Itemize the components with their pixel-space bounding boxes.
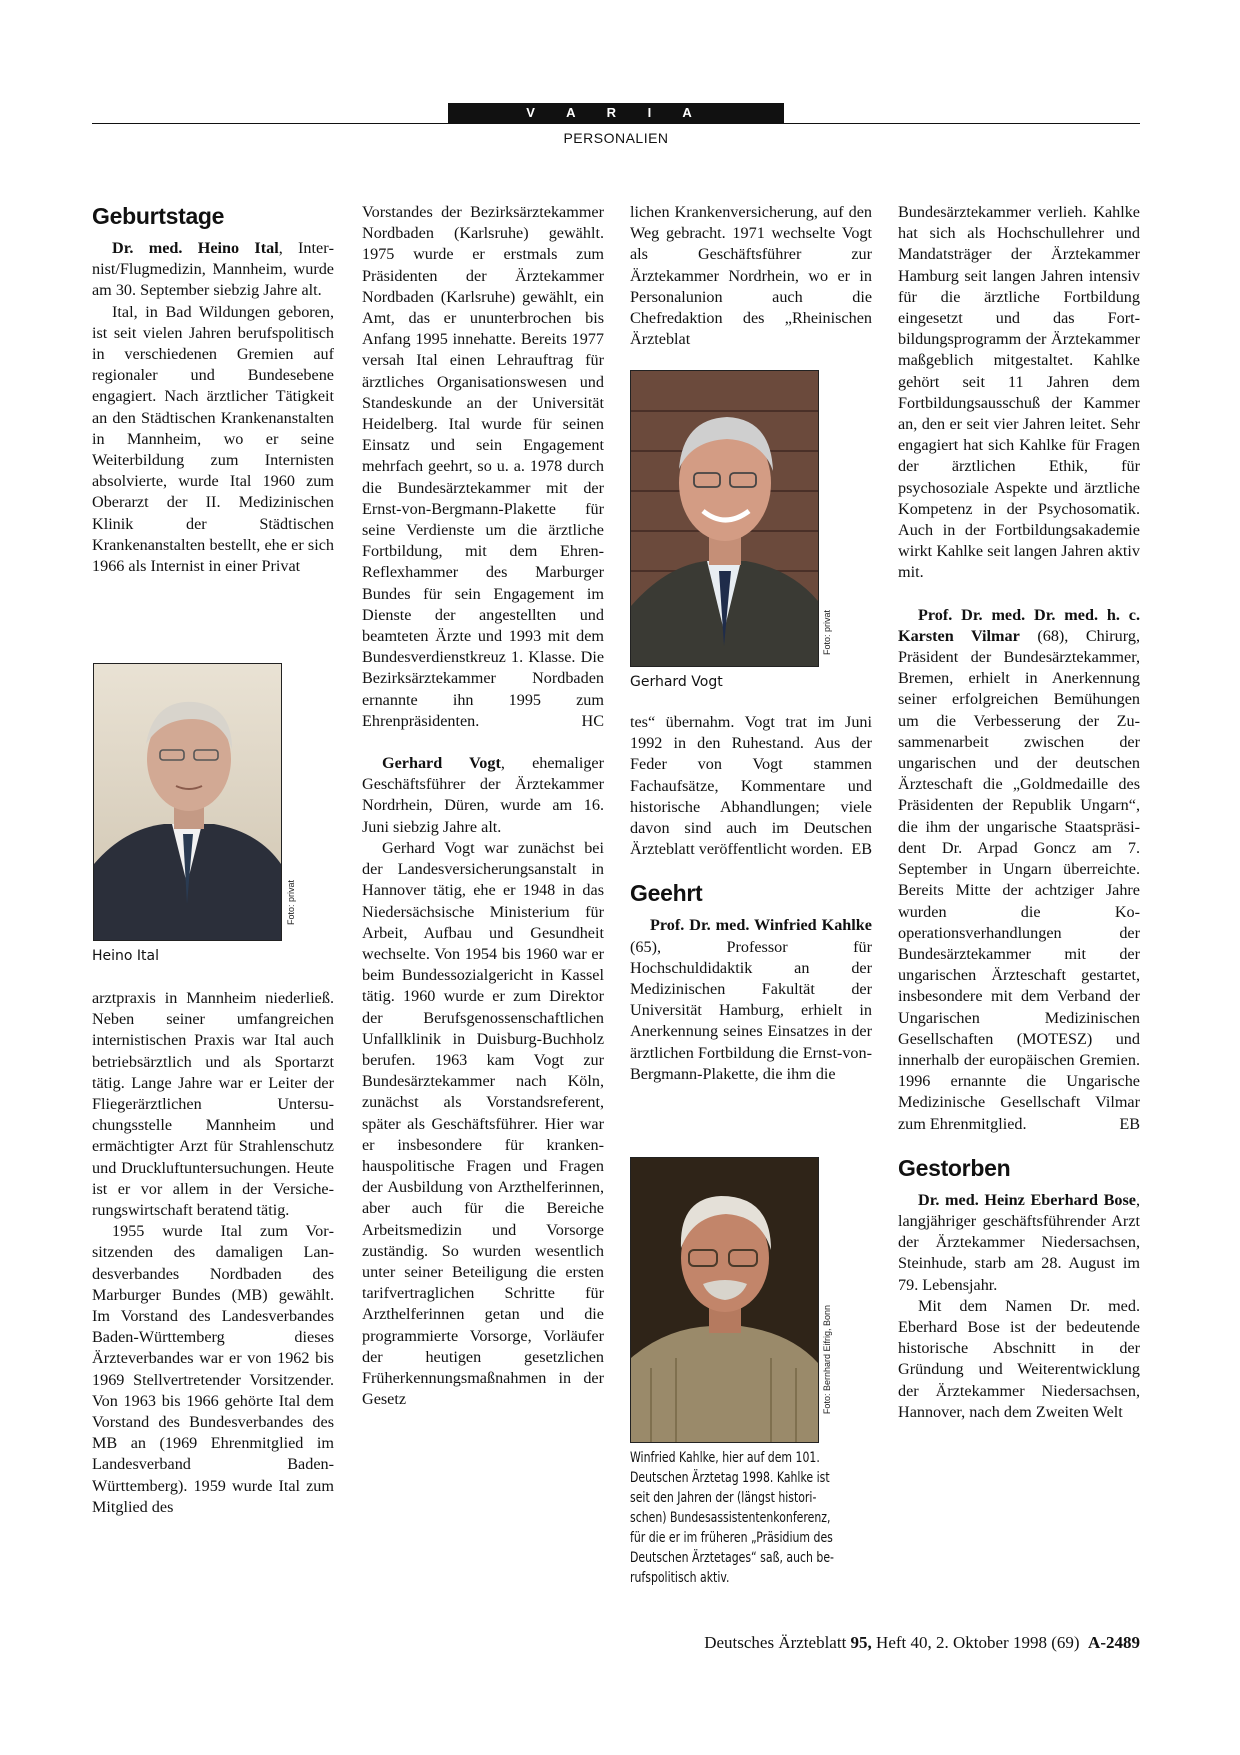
photo-credit: Foto: Bernhard Eifrig, Bonn [822,1305,832,1415]
journal-name: Deutsches Ärzteblatt [704,1633,847,1652]
paragraph: 1955 wurde Ital zum Vorsitzenden des damaligen Landesverbandes Nordbaden des Marburger Bundes (MB) gewählt. Im Vorstand des Landesverbandes Baden-Württemberg dieses Ärzteverbandes war er von 1962 bis 1969 Stellvertretender Vorsitzender. Von 1963 bis 1966 gehörte Ital dem Vorstand des Bundesverbandes des MB an (1969 Ehrenmitglied im Landesverband Baden-Württemberg). 1959 wurde Ital zum Mitglied des [92,1222,334,1516]
paragraph: Ital, in Bad Wildungen geboren, ist seit vielen Jahren berufspolitisch in verschiedenen Gremien auf regionaler und Bundesebene engagiert. Nach ärztlicher Tätigkeit an den Städtischen Krankenanstalten in Mannheim, wo er seine Weiterbildung zum Internisten absolvierte, wurde Ital 1960 zum Oberarzt der II. Medizinischen Klinik der Städtischen Krankenanstalten bestellt, ehe er sich 1966 als Internist in einer Privat [92,302,334,576]
volume: 95, [850,1633,872,1652]
column-1-continued [92,988,334,1518]
header-rule [92,123,1140,124]
paragraph: Prof. Dr. med. Winfried Kahlke (65), Professor für Hochschuldidaktik an der Medizinischen Fakultät der Universität Hamburg, erhielt in Anerkennung seines Einsatzes in der ärztlichen Fortbildung die Ernst-von-Bergmann-Plakette, die ihm die [630,916,872,1083]
heading-geburtstage: Geburtstage [92,203,225,229]
person-name: Gerhard Vogt [382,754,501,773]
paragraph: Gerhard Vogt, ehemaliger Geschäftsführer der Ärztekammer Nordrhein, Düren, wurde am 16. Juni siebzig Jahre alt. [362,754,604,836]
portrait-image [631,1158,818,1442]
paragraph: lichen Krankenversicherung, auf den Weg gebracht. 1971 wechselte Vogt als Geschäftsführer zur Ärztekammer Nordrhein, wo er in Personalunion auch die Chefredaktion des „Rheinischen Ärzteblat [630,203,872,349]
paragraph: Prof. Dr. med. Dr. med. h. c. Karsten Vilmar (68), Chirurg, Präsident der Bundesärztekammer, Bremen, erhielt in Anerkennung seiner erfolgreichen Bemühungen um die Verbesserung der Zusammenarbeit zwischen der ungarischen und der deutschen Ärzteschaft die „Goldmedaille des Präsidenten der Republik Ungarn“, die ihm der ungarische Staatspräsident Dr. Arpad Goncz am 7. September in Ungarn überreichte. Bereits Mitte der achtziger Jahre wurden die Kooperationsverhandlungen der Bundesärztekammer mit der ungarischen Ärzteschaft gestartet, insbesondere mit dem Verband der Ungarischen Medizinischen Gesellschaften (MOTESZ) und innerhalb der europäischen Gremien. 1996 ernannte die Ungarische Medizinische Gesellschaft Vilmar zum Ehrenmitglied. EB [898,605,1140,1135]
paragraph: Mit dem Namen Dr. med. Eberhard Bose ist der bedeutende historische Abschnitt in der Gründung und Weiterentwicklung der Ärztekammer Niedersachsen, Hannover, nach dem Zweiten Welt [898,1296,1140,1421]
paragraph: Bundesärztekammer verlieh. Kahlke hat sich als Hochschullehrer und Mandatsträger der Ärztekammer Hamburg seit langen Jahren intensiv für die ärztliche Fortbildung eingesetzt und das Fortbildungsprogramm der Ärztekammer maßgeblich mitgestaltet. Kahlke gehört seit 11 Jahren dem Fortbildungsausschuß der Kammer an, den er seit vier Jahren leitet. Sehr engagiert hat sich Kahlke für Fragen der ärztlichen Ethik, für psychosoziale Aspekte und ärztliche Kompetenz in der Psychosomatik. Auch in der Fortbildungsakademie wirkt Kahlke seit langen Jahren aktiv mit. [898,203,1140,582]
issue-info: Heft 40, 2. Oktober 1998 (69) [876,1633,1080,1652]
paragraph: tes“ übernahm. Vogt trat im Juni 1992 in den Ruhestand. Aus der Feder von Vogt stammen Fachaufsätze, Kommentare und historische Abhandlungen; viele davon sind auch im Deutschen Ärzteblatt veröffentlicht worden. EB [630,712,872,860]
author-sign: EB [1119,1114,1140,1133]
page-number: A-2489 [1088,1633,1140,1652]
portrait-image [94,664,281,940]
portrait-image [631,371,818,666]
author-sign: HC [581,711,604,730]
photo-gerhard-vogt [630,370,819,667]
person-name: Prof. Dr. med. Dr. med. h. c. Karsten Vilmar [898,605,1140,645]
heading-geehrt: Geehrt [630,880,703,907]
person-name: Dr. med. Heino Ital [112,239,279,257]
page-footer [560,1633,1140,1653]
photo-credit: Foto: privat [822,610,832,656]
paragraph: arztpraxis in Mannheim niederließ. Neben seiner umfangreichen internistischen Praxis war Ital auch betriebsärztlich und als Sportarzt tätig. Lange Jahre war er Leiter der Fliegerärztlichen Untersuchungsstelle Mannheim und ermächtigter Arzt für Strahlenschutz und Druckluftuntersuchungen. Heute ist er vor allem in der Versicherungswirtschaft beratend tätig. [92,989,334,1220]
paragraph: Dr. med. Heino Ital, Internist/Flugmedizin, Mannheim, wurde am 30. September siebzig Jahre alt. [92,239,334,300]
heading-gestorben: Gestorben [898,1154,1011,1181]
column-3-continued [630,712,872,1085]
paragraph: Dr. med. Heinz Eberhard Bose, langjähriger geschäftsführender Arzt der Ärztekammer Niedersachsen, Steinhude, starb am 28. August im 79. Lebensjahr. [898,1190,1140,1294]
photo-credit: Foto: privat [286,880,296,926]
column-3 [630,202,872,350]
photo-caption: Gerhard Vogt [630,674,723,690]
column-1 [92,202,334,577]
photo-caption-kahlke: Winfried Kahlke, hier auf dem 101. Deutschen Ärztetag 1998. Kahlke ist seit den Jahren der (längst histori- schen) Bundesassistentenkonferenz, für die er im früheren „Präsidium des Deutschen Ärztetages“ saß, auch be- rufspolitisch aktiv. [630,1450,834,1586]
paragraph: Gerhard Vogt war zunächst bei der Landesversicherungsanstalt in Hannover tätig, ehe er 1948 in das Niedersächsische Ministerium für Arbeit, Aufbau und Gesundheit wechselte. Von 1954 bis 1960 war er beim Bundessozialgericht in Kassel tätig. 1960 wurde er zum Direktor der Berufsgenossenschaftlichen Unfallklinik in Duisburg-Buchholz berufen. 1963 kam Vogt zur Bundesärztekammer nach Köln, zunächst als Vorstandsreferent, später als Geschäftsführer. Hier war er insbesondere für krankenhauspolitische Fragen und Fragen der Ausbildung von Arzthelferinnen, aber auch für die Bereiche Arbeitsmedizin und Vorsorge zuständig. So wurden wesentlich unter seiner Beteiligung die ersten tarifvertraglichen Schritte für Arzthelferinnen getan und die programmierte Vorsorge, Vorläufer der heutigen gesetzlichen Früherkennungsmaßnahmen in der Gesetz [362,838,604,1409]
column-2 [362,202,604,1410]
paragraph: Vorstandes der Bezirksärztekammer Nordbaden (Karlsruhe) gewählt. 1975 wurde er erstmals zum Präsidenten der Ärztekammer Nordbaden (Karlsruhe) gewählt, ein Amt, das er ununterbrochen bis Anfang 1995 innehatte. Bereits 1977 versah Ital einen Lehrauftrag für ärztliches Organisationswesen und Standeskunde an der Universität Heidelberg. Ital wurde für seinen Einsatz und sein Engagement mehrfach geehrt, so u. a. 1978 durch die Bundesärztekammer mit der Ernst-von-Bergmann-Plakette für seine Verdienste um die ärztliche Fortbildung, mit dem EhrenReflexhammer des Marburger Bundes für sein Engagement im Dienste der angestellten und beamteten Ärzte und 1993 mit dem Bundesverdienstkreuz 1. Klasse. Die Bezirksärztekammer Nordbaden ernannte ihn 1995 zum Ehrenpräsidenten. HC [362,202,604,732]
photo-heino-ital [93,663,282,941]
photo-caption: Heino Ital [92,948,160,964]
subsection-label: PERSONALIEN [563,130,669,146]
photo-winfried-kahlke [630,1157,819,1443]
author-sign: EB [851,840,872,859]
section-label: V A R I A [448,103,784,123]
person-name: Dr. med. Heinz Eberhard Bose [918,1190,1136,1209]
person-name: Prof. Dr. med. Winfried Kahlke [650,916,872,935]
column-4 [898,202,1140,1423]
